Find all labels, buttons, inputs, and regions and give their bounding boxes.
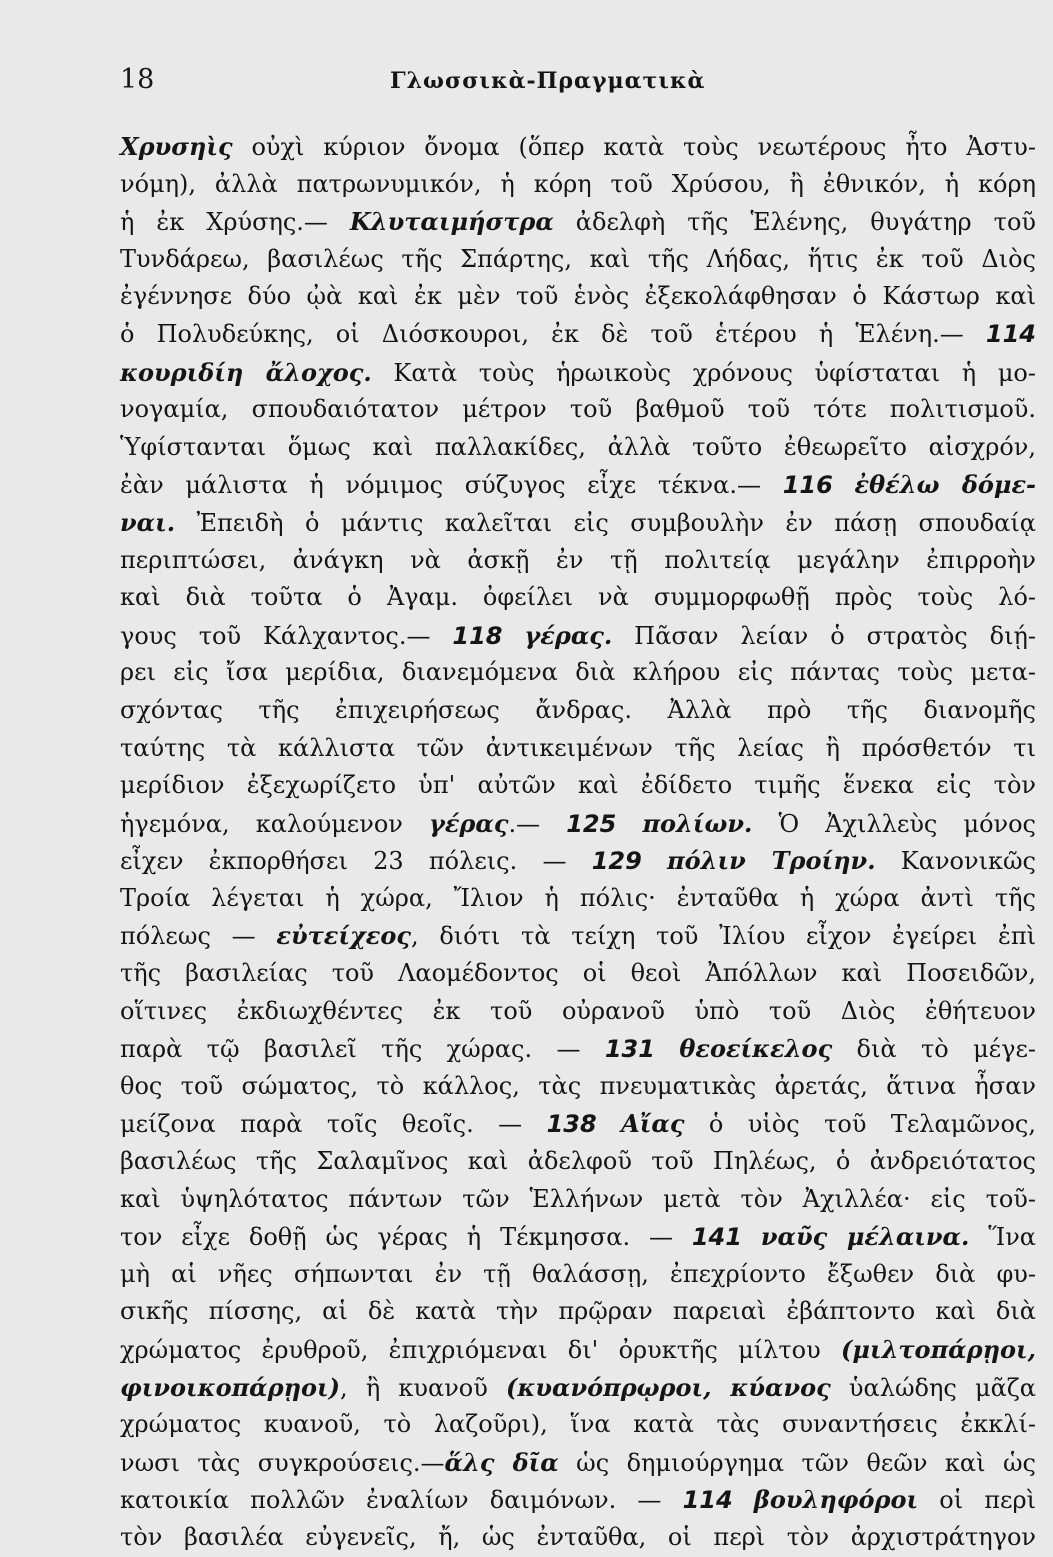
lemma-term: ναι. bbox=[120, 507, 176, 537]
text-segment bbox=[642, 847, 667, 875]
text-segment: Ἐπειδὴ ὁ μάντις καλεῖται εἰς συμβουλὴν ἐν πάσῃ σπουδαίᾳ bbox=[175, 508, 1036, 537]
text-segment: μερίδιον ἐξεχωρίζετο ὑπ' αὐτῶν καὶ ἐδίδετο τιμῆς ἕνεκα εἰς τὸν bbox=[120, 771, 1036, 800]
text-line bbox=[120, 128, 1036, 166]
text-segment: Κατὰ τοὺς ἡρωικοὺς χρόνους ὑφίσταται ἡ μο- bbox=[371, 358, 1036, 387]
text-line bbox=[120, 429, 1036, 467]
text-line bbox=[120, 354, 1036, 392]
text-segment: Ὁ Ἀχιλλεὺς μόνος bbox=[752, 809, 1036, 838]
text-segment: Ὑφίστανται ὅμως καὶ παλλακίδες, ἀλλὰ τοῦτο ἐθεωρεῖτο αἰσχρόν, bbox=[120, 432, 1036, 461]
text-segment bbox=[742, 1223, 761, 1251]
text-segment: ἀδελφὴ τῆς Ἑλένης, θυγάτηρ τοῦ bbox=[553, 208, 1036, 237]
text-segment: Ἵνα bbox=[969, 1223, 1036, 1252]
text-segment: χρώματος ἐρυθροῦ, ἐπιχριόμεναι δι' ὀρυκτῆς μίλτου bbox=[120, 1336, 842, 1364]
lemma-term: βουληφόροι bbox=[753, 1485, 919, 1515]
running-title: Γλωσσικὰ-Πραγματικὰ bbox=[390, 68, 706, 94]
line-reference-number: 131 bbox=[604, 1035, 655, 1064]
text-line bbox=[120, 955, 1036, 993]
text-line bbox=[120, 1068, 1036, 1106]
text-line bbox=[120, 1105, 1036, 1143]
lemma-term: γέρας bbox=[428, 808, 509, 838]
lemma-term: Κλυταιμήστρα bbox=[349, 207, 554, 237]
text-segment: πόλεως — bbox=[120, 922, 277, 951]
text-segment: κατοικία πολλῶν ἐναλίων δαιμόνων. — bbox=[120, 1486, 683, 1515]
text-line bbox=[120, 278, 1036, 316]
text-segment: οἵτινες ἐκδιωχθέντες ἐκ τοῦ οὐρανοῦ ὑπὸ τοῦ Διὸς ἐθήτευον bbox=[120, 996, 1036, 1025]
text-segment: ὁ Πολυδεύκης, οἱ Διόσκουροι, ἐκ δὲ τοῦ ἑτέρου ἡ Ἑλένη.— bbox=[120, 319, 986, 348]
text-line bbox=[120, 241, 1036, 279]
text-segment: .— bbox=[508, 809, 567, 838]
line-reference-number: 114 bbox=[682, 1486, 733, 1515]
text-line bbox=[120, 917, 1036, 955]
text-line bbox=[120, 466, 1036, 504]
text-line bbox=[120, 1143, 1036, 1181]
text-line bbox=[120, 730, 1036, 768]
text-segment: , ἢ κυανοῦ bbox=[340, 1373, 507, 1402]
text-segment: ταύτης τὰ κάλλιστα τῶν ἀντικειμένων τῆς λείας ἢ πρόσθετόν τι bbox=[120, 733, 1036, 762]
text-segment: γους τοῦ Κάλχαντος.— bbox=[120, 621, 453, 650]
text-segment: οὐχὶ κύριον ὄνομα (ὅπερ κατὰ τοὺς νεωτέρους ἦτο Ἀστυ- bbox=[232, 133, 1036, 161]
text-line bbox=[120, 1519, 1036, 1557]
text-segment bbox=[597, 1110, 621, 1138]
text-line bbox=[120, 1369, 1036, 1407]
text-line bbox=[120, 805, 1036, 843]
text-segment: Πᾶσαν λείαν ὁ στρατὸς διῄ- bbox=[612, 621, 1036, 650]
text-line bbox=[120, 1444, 1036, 1482]
lemma-term: ἅλς δῖα bbox=[444, 1447, 559, 1477]
text-segment: χρώματος κυανοῦ, τὸ λαζοῦρι), ἵνα κατὰ τὰς συναντήσεις ἐκκλί- bbox=[120, 1410, 1036, 1439]
text-segment bbox=[833, 471, 855, 499]
lemma-term: ναῦς μέλαινα. bbox=[760, 1222, 970, 1252]
text-segment: ἐγέννησε δύο ᾠὰ καὶ ἐκ μὲν τοῦ ἑνὸς ἐξεκολάφθησαν ὁ Κάστωρ καὶ bbox=[120, 282, 1036, 311]
text-line bbox=[120, 654, 1036, 692]
text-line bbox=[120, 1331, 1036, 1369]
lemma-term: πόλιν Τροίην. bbox=[667, 846, 876, 876]
text-segment: ἐὰν μάλιστα ἡ νόμιμος σύζυγος εἶχε τέκνα.— bbox=[120, 471, 783, 500]
page-header bbox=[120, 64, 1040, 104]
text-segment: ἡγεμόνα, καλούμενον bbox=[120, 809, 429, 838]
lemma-term: ἐθέλω δόμε- bbox=[854, 470, 1036, 500]
text-segment: ρει εἰς ἴσα μερίδια, διανεμόμενα διὰ κλήρου εἰς πάντας τοὺς μετα- bbox=[120, 658, 1036, 687]
text-line bbox=[120, 542, 1036, 580]
text-segment: βασιλέως τῆς Σαλαμῖνος καὶ ἀδελφοῦ τοῦ Πηλέως, ὁ ἀνδρειότατος bbox=[120, 1147, 1036, 1176]
lemma-term: κουριδίη ἄλοχος. bbox=[120, 357, 372, 387]
text-segment: καὶ ὑψηλότατος πάντων τῶν Ἑλλήνων μετὰ τὸν Ἀχιλλέα· εἰς τοῦ- bbox=[120, 1184, 1036, 1213]
lemma-term: (κυανόπρῳροι, κύανος bbox=[506, 1372, 831, 1402]
text-segment: σικῆς πίσσης, αἱ δὲ κατὰ τὴν πρῷραν παρειαὶ ἐβάπτοντο καὶ διὰ bbox=[120, 1297, 1036, 1326]
line-reference-number: 138 bbox=[546, 1110, 597, 1139]
text-line bbox=[120, 617, 1036, 655]
text-line bbox=[120, 1481, 1036, 1519]
line-reference-number: 114 bbox=[985, 319, 1036, 348]
text-segment: ὑαλώδης μᾶζα bbox=[830, 1373, 1036, 1402]
text-segment: τῆς βασιλείας τοῦ Λαομέδοντος οἱ θεοὶ Ἀπόλλων καὶ Ποσειδῶν, bbox=[120, 959, 1036, 988]
commentary-text bbox=[120, 128, 1036, 1557]
text-segment: Κανονικῶς bbox=[875, 847, 1036, 876]
lemma-term: θεοείκελος bbox=[679, 1034, 833, 1064]
text-segment: οἱ περὶ bbox=[918, 1486, 1037, 1515]
text-segment: ὁ υἱὸς τοῦ Τελαμῶνος, bbox=[684, 1110, 1036, 1139]
text-line bbox=[120, 842, 1036, 880]
text-segment: ὡς δημιούργημα τῶν θεῶν καὶ ὡς bbox=[558, 1448, 1036, 1477]
line-reference-number: 118 bbox=[452, 621, 503, 650]
text-segment: διὰ τὸ μέγε- bbox=[832, 1035, 1036, 1064]
text-segment: νόμη), ἀλλὰ πατρωνυμικόν, ἡ κόρη τοῦ Χρύσου, ἢ ἐθνικόν, ἡ κόρη bbox=[120, 169, 1036, 198]
text-line bbox=[120, 1406, 1036, 1444]
text-line bbox=[120, 203, 1036, 241]
line-reference-number: 141 bbox=[691, 1223, 742, 1252]
lemma-term: Χρυσηὶς bbox=[120, 132, 233, 161]
lemma-term: εὐτείχεος bbox=[276, 921, 411, 951]
text-line bbox=[120, 1218, 1036, 1256]
text-line bbox=[120, 692, 1036, 730]
line-reference-number: 129 bbox=[591, 847, 642, 876]
text-segment: τον εἶχε δοθῇ ὡς γέρας ἡ Τέκμησσα. — bbox=[120, 1223, 692, 1252]
text-line bbox=[120, 993, 1036, 1031]
text-segment: τὸν βασιλέα εὐγενεῖς, ἤ, ὡς ἐνταῦθα, οἱ περὶ τὸν ἀρχιστράτηγον bbox=[120, 1522, 1036, 1551]
lemma-term: πολίων. bbox=[642, 808, 753, 838]
lemma-term: γέρας. bbox=[524, 620, 613, 650]
text-segment: περιπτώσει, ἀνάγκη νὰ ἀσκῇ ἐν τῇ πολιτείᾳ μεγάλην ἐπιρροὴν bbox=[120, 545, 1036, 574]
text-line bbox=[120, 579, 1036, 617]
text-segment: καὶ διὰ τοῦτα ὁ Ἀγαμ. ὀφείλει νὰ συμμορφωθῇ πρὸς τοὺς λό- bbox=[120, 583, 1036, 612]
text-line bbox=[120, 391, 1036, 429]
text-segment bbox=[616, 810, 642, 838]
text-line bbox=[120, 1181, 1036, 1219]
lemma-term: (μιλτοπάρῃοι, bbox=[841, 1335, 1036, 1364]
lemma-term: Αἴας bbox=[621, 1109, 685, 1139]
text-segment: Τυνδάρεω, βασιλέως τῆς Σπάρτης, καὶ τῆς Λήδας, ἥτις ἐκ τοῦ Διὸς bbox=[120, 244, 1036, 273]
text-segment: σχόντας τῆς ἐπιχειρήσεως ἄνδρας. Ἀλλὰ πρὸ τῆς διανομῆς bbox=[120, 695, 1036, 724]
text-segment bbox=[733, 1486, 754, 1514]
text-line bbox=[120, 1030, 1036, 1068]
text-segment bbox=[503, 622, 525, 650]
text-segment: εἶχεν ἐκπορθήσει 23 πόλεις. — bbox=[120, 847, 592, 876]
text-line bbox=[120, 880, 1036, 918]
text-line bbox=[120, 504, 1036, 542]
line-reference-number: 116 bbox=[782, 471, 833, 500]
text-segment: παρὰ τῷ βασιλεῖ τῆς χώρας. — bbox=[120, 1035, 605, 1064]
text-segment: νωσι τὰς συγκρούσεις.— bbox=[120, 1448, 445, 1477]
page-number: 18 bbox=[120, 64, 155, 95]
text-segment bbox=[655, 1035, 679, 1063]
text-line bbox=[120, 767, 1036, 805]
lemma-term: φινοικοπάρῃοι) bbox=[120, 1372, 341, 1402]
text-segment: μὴ αἱ νῆες σήπωνται ἐν τῇ θαλάσσῃ, ἐπεχρίοντο ἔξωθεν διὰ φυ- bbox=[120, 1259, 1036, 1288]
text-segment: ἡ ἐκ Χρύσης.— bbox=[120, 208, 350, 237]
text-segment: Τροία λέγεται ἡ χώρα, Ἴλιον ἡ πόλις· ἐνταῦθα ἡ χώρα ἀντὶ τῆς bbox=[120, 883, 1036, 912]
text-segment: νογαμία, σπουδαιότατον μέτρον τοῦ βαθμοῦ τοῦ τότε πολιτισμοῦ. bbox=[120, 395, 1036, 424]
text-segment: μείζονα παρὰ τοῖς θεοῖς. — bbox=[120, 1110, 547, 1139]
text-line bbox=[120, 316, 1036, 354]
text-segment: , διότι τὰ τείχη τοῦ Ἰλίου εἶχον ἐγείρει ἐπὶ bbox=[410, 922, 1036, 951]
line-reference-number: 125 bbox=[566, 809, 617, 838]
text-line bbox=[120, 166, 1036, 204]
text-segment: θος τοῦ σώματος, τὸ κάλλος, τὰς πνευματικὰς ἀρετάς, ἅτινα ἦσαν bbox=[120, 1071, 1036, 1100]
text-line bbox=[120, 1256, 1036, 1294]
text-line bbox=[120, 1293, 1036, 1331]
